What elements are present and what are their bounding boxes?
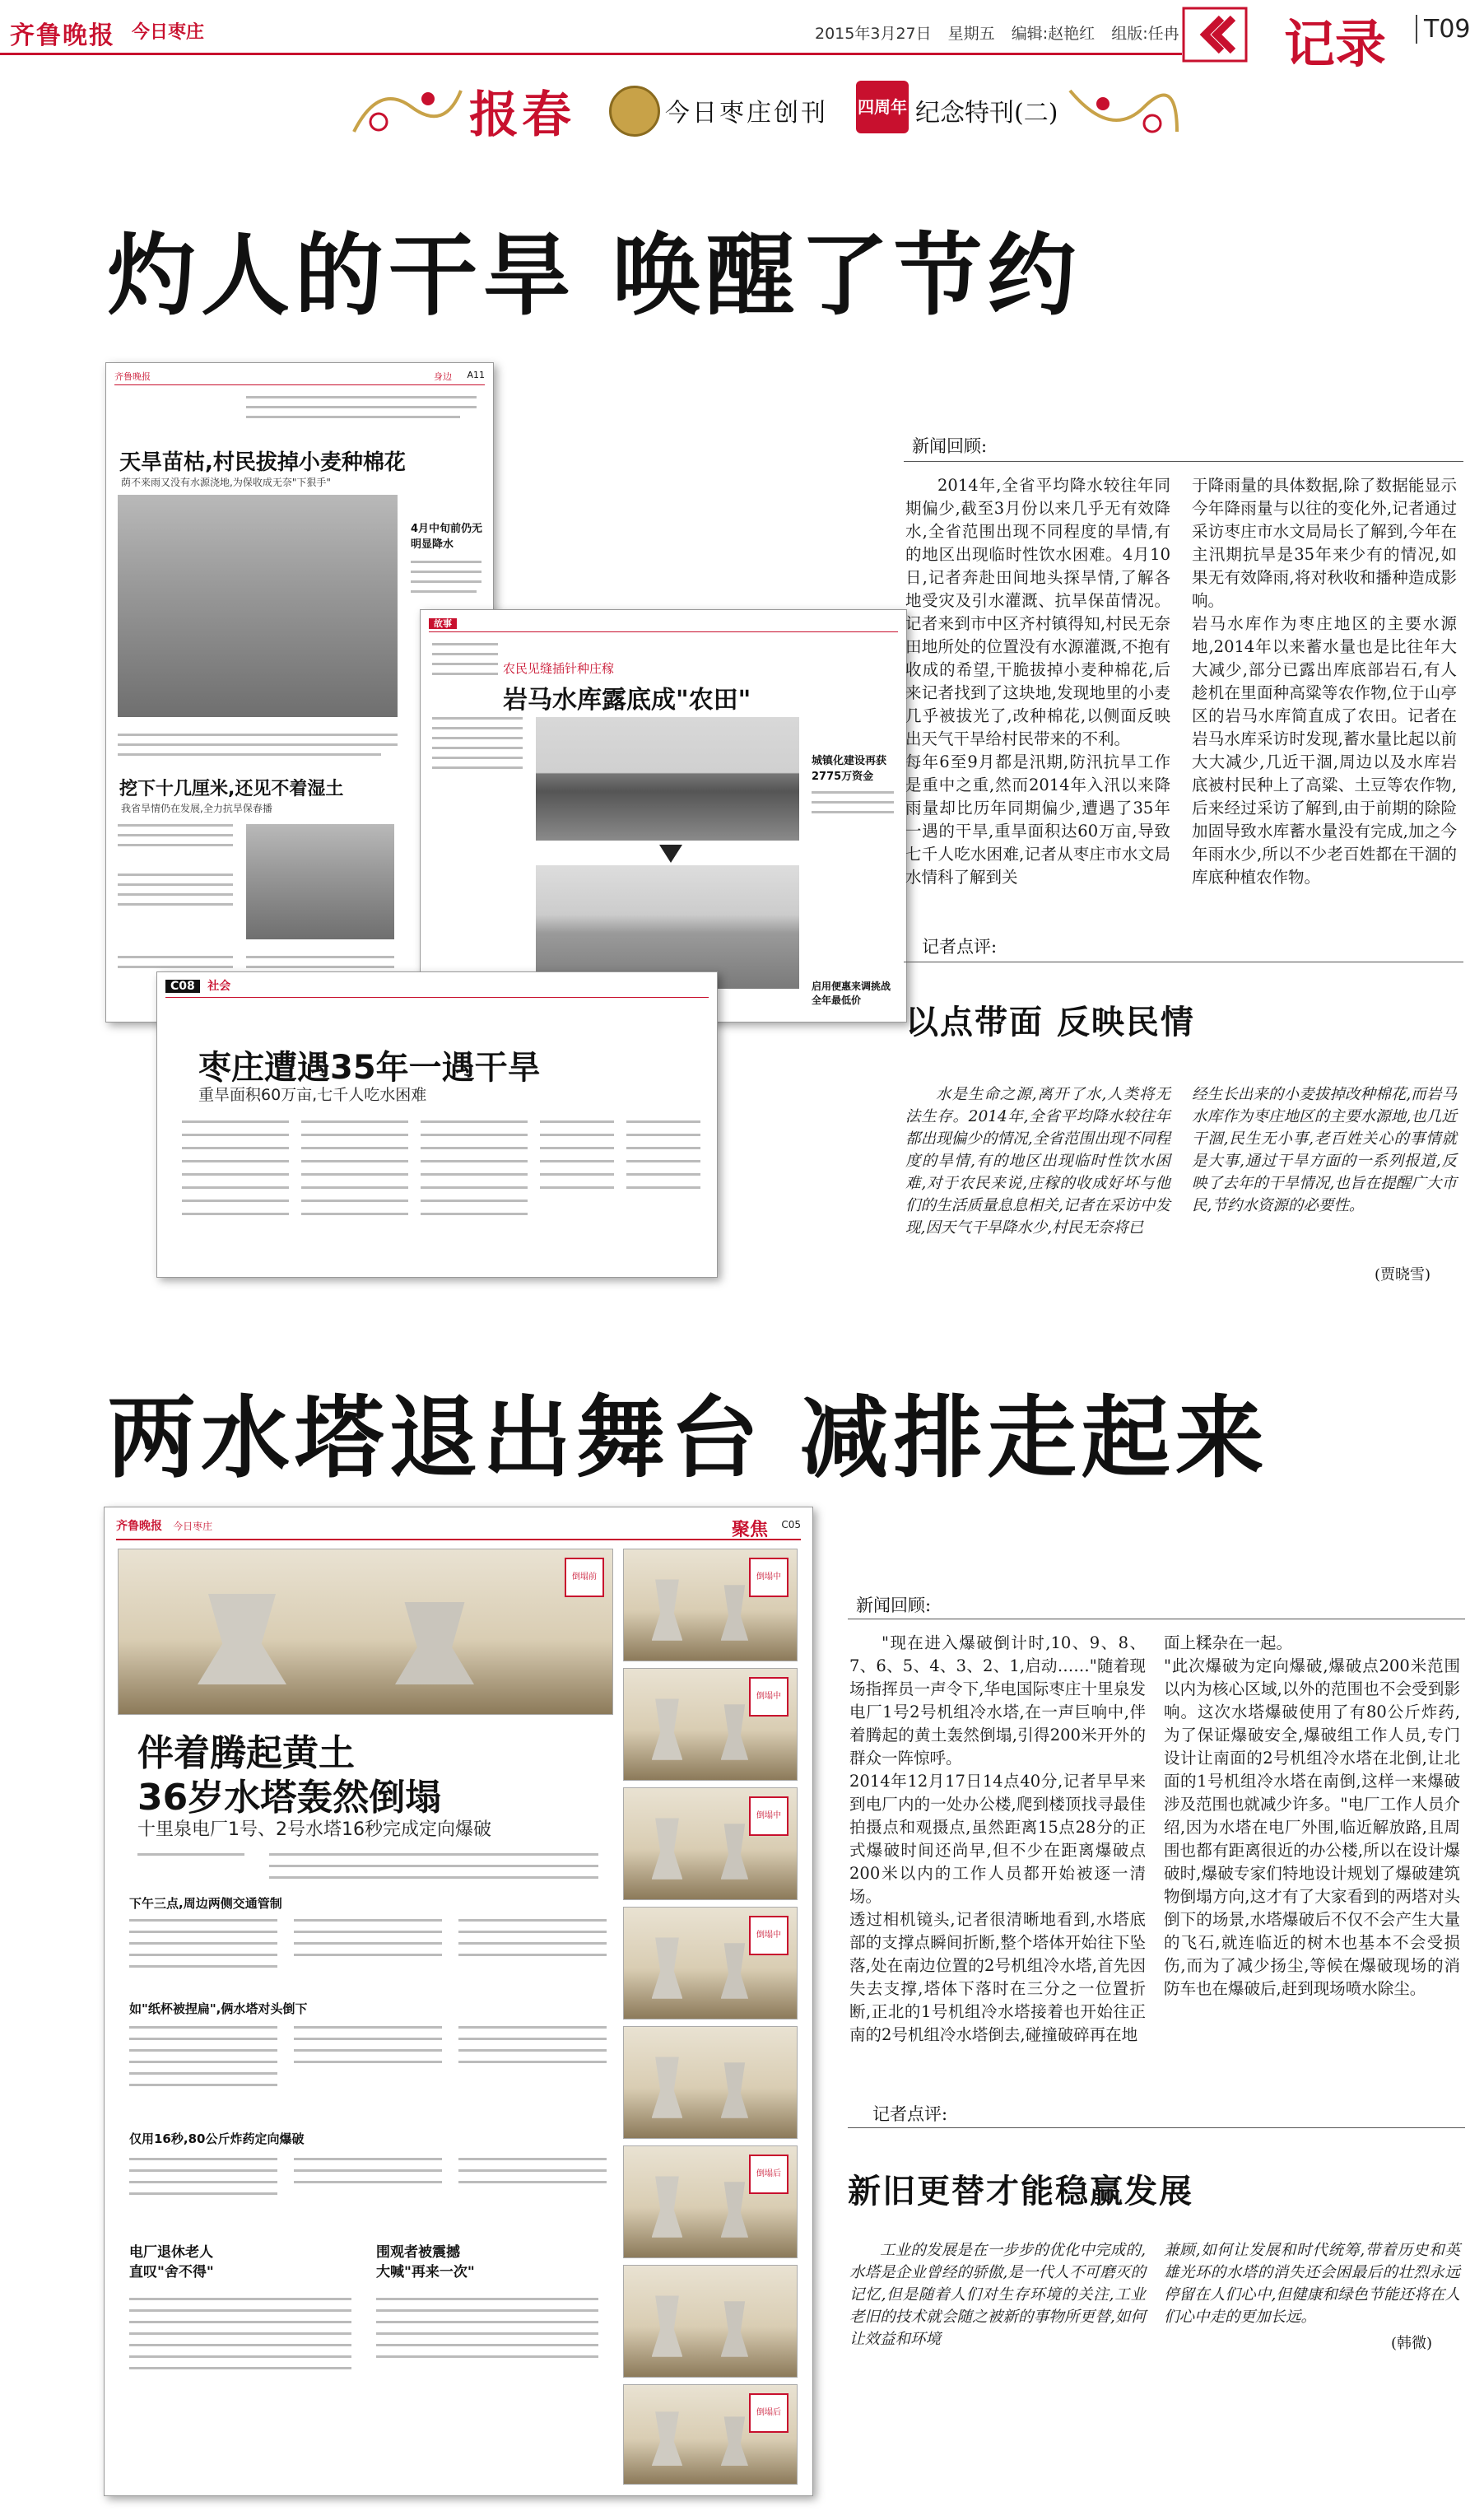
clip-section: 故事 bbox=[429, 618, 457, 629]
clip-side1: 城镇化建设再获2775万资金 bbox=[812, 755, 887, 783]
header-rule bbox=[0, 53, 1185, 55]
flourish-right-icon bbox=[1062, 74, 1185, 148]
clip-header bbox=[116, 1517, 801, 1540]
clip-section-head: 围观者被震撼 bbox=[376, 2244, 460, 2261]
story2-comment-rule bbox=[848, 2127, 1465, 2128]
photo-towers-seq bbox=[623, 1668, 798, 1781]
editor-credit: 编辑:赵艳红 bbox=[1011, 25, 1096, 43]
story1-review-col2: 于降雨量的具体数据,除了数据能显示今年降雨量与以往的变化外,记者通过采访枣庄市水文局局长了解到,今年在主汛期抗旱是35年来少有的情况,如果无有效降雨,将对秋收和播种造成影响。 岩马水库作为枣庄地区的主要水源地,2014年以来蓄水量也是比往年大大减少,部分已露出库底部岩石,有人趁机在里面种高粱等农作物,位于山亭区的岩马水库简直成了农田。记者在岩马水库采访时发现,蓄水量比起以前大大减少,几近干涸,周边以及水库岩底被村民种上了高粱、土豆等农作物,后来经过采访了解到,由于前期的除险加固导致水库蓄水量没有完成,加之今年雨水少,所以不少老百姓都在干涸的库底种植农作物。 bbox=[1192, 476, 1457, 887]
story2-comment-author: (韩微) bbox=[1391, 2335, 1433, 2352]
clip-paper: 齐鲁晚报 bbox=[114, 371, 151, 382]
story1-headline: 灼人的干旱 唤醒了节约 bbox=[107, 225, 1082, 328]
photo-stamp: 倒塌前 bbox=[565, 1558, 604, 1597]
photo-towers-seq bbox=[623, 1549, 798, 1661]
story1-review-col1: 2014年,全省平均降水较往年同期偏少,截至3月份以来几乎无有效降水,全省范围出现不同程度的旱情,有的地区出现临时性饮水困难。4月10日,记者奔赴田间地头探旱情,了解各地受灾及引水灌溉、抗旱保苗情况。记者来到市中区齐村镇得知,村民无奈田地所处的位置没有水源灌溉,不抱有收成的希望,干脆拔掉小麦种棉花,后来记者找到了这块地,发现地里的小麦几乎被拔光了,改种棉花,以侧面反映出天气干旱给村民带来的不利。 每年6至9月都是汛期,防汛抗旱工作是重中之重,然而2014年入汛以来降雨量却比历年同期偏少,遭遇了35年一遇的干旱,重旱面积达60万亩,导致七千人吃水困难,记者从枣庄市水文局水情科了解到关 bbox=[905, 476, 1170, 887]
photo-farmer bbox=[246, 824, 394, 939]
story1-comment-head: 以点带面 反映民情 bbox=[905, 1004, 1195, 1041]
flourish-left-icon bbox=[346, 74, 469, 148]
photo-towers-seq bbox=[623, 2026, 798, 2139]
story1-comment-col1: 水是生命之源,离开了水,人类将无法生存。2014年,全省平均降水较往年都出现偏少的情况,全省范围出现不同程度的旱情,有的地区出现临时性饮水困难,对于农民来说,庄稼的收成好坏与他们的生活质量息息相关,记者在采访中发现,因天气干旱降水少,村民无奈将已 bbox=[905, 1086, 1170, 1237]
clipping-water-towers bbox=[104, 1507, 813, 2496]
chevron-left-icon bbox=[1182, 7, 1248, 63]
photo-dry-field bbox=[118, 495, 398, 717]
clip-section-head: 如"纸杯被捏扁",俩水塔对头倒下 bbox=[129, 2001, 308, 2016]
clip-title-line2: 36岁水塔轰然倒塌 bbox=[137, 1777, 442, 1819]
clip-subtitle: 十里泉电厂1号、2号水塔16秒完成定向爆破 bbox=[137, 1819, 491, 1840]
story2-headline: 两水塔退出舞台 减排走起来 bbox=[107, 1387, 1269, 1490]
photo-reservoir-before bbox=[536, 717, 799, 841]
photo-towers-before bbox=[118, 1549, 613, 1715]
issue-weekday: 星期五 bbox=[947, 25, 995, 43]
story1-review-label: 新闻回顾: bbox=[912, 436, 988, 456]
clip-sub2: 我省旱情仍在发展,全力抗旱保春播 bbox=[121, 803, 272, 814]
clip-section: 身边 bbox=[434, 371, 452, 382]
clip-header bbox=[114, 370, 485, 385]
clip-section-head: 下午三点,周边两侧交通管制 bbox=[129, 1896, 282, 1911]
clip-section: 社会 bbox=[207, 980, 231, 993]
medal-icon bbox=[609, 86, 660, 137]
clip-subtitle: 重旱面积60万亩,七千人吃水困难 bbox=[198, 1086, 427, 1104]
clip-section-head: 电厂退休老人 bbox=[129, 2244, 213, 2261]
clipping-reservoir bbox=[420, 609, 907, 1023]
story2-comment-label: 记者点评: bbox=[872, 2104, 948, 2124]
clip-title: 天旱苗枯,村民拔掉小麦种棉花 bbox=[119, 450, 406, 475]
section-name: 记录 bbox=[1284, 14, 1387, 74]
photo-towers-seq bbox=[623, 2145, 798, 2258]
clip-header bbox=[429, 617, 898, 632]
story2-review-label: 新闻回顾: bbox=[856, 1596, 932, 1615]
clip-title-line1: 伴着腾起黄土 bbox=[137, 1732, 355, 1774]
anniversary-badge: 四周年 bbox=[856, 81, 909, 133]
clip-section-head: 大喊"再来一次" bbox=[376, 2264, 475, 2280]
photo-towers-seq bbox=[623, 2265, 798, 2378]
clip-section: 聚焦 bbox=[731, 1520, 768, 1540]
photo-stamp: 倒塌中 bbox=[749, 1916, 789, 1955]
clip-header bbox=[165, 977, 709, 998]
story1-review-rule bbox=[904, 461, 1463, 462]
banner-title: 报春 bbox=[469, 86, 575, 144]
clip-head2: 挖下十几厘米,还见不着湿土 bbox=[119, 779, 344, 799]
layout-credit: 组版:任冉 bbox=[1111, 25, 1179, 43]
photo-stamp: 倒塌后 bbox=[749, 2393, 789, 2433]
banner-text-after: 纪念特刊(二) bbox=[915, 99, 1058, 128]
story2-comment-col2: 兼顾,如何让发展和时代统筹,带着历史和英雄光环的水塔的消失还会困最后的壮烈永远停留在人们心中,但健康和绿色节能还将在人们心中走的更加长远。 bbox=[1164, 2242, 1460, 2326]
story2-review-col1: "现在进入爆破倒计时,10、9、8、7、6、5、4、3、2、1,启动……"随着现场指挥员一声令下,华电国际枣庄十里泉发电厂1号2号机组冷水塔,在一声巨响中,伴着腾起的黄土轰然倒塌,引得200米开外的群众一阵惊呼。 2014年12月17日14点40分,记者早早来到电厂内的一处办公楼,爬到楼顶找寻最佳拍摄点和观摄点,虽然距离15点28分的正式爆破时间还尚早,但不少在距离爆破点200米以内的工作人员都开始被逐一清场。 透过相机镜头,记者很清晰地看到,水塔底部的支撑点瞬间折断,整个塔体开始往下坠落,处在南边位置的2号机组冷水塔,首先因失去支撑,塔体下落时在三分之一位置折断,正北的1号机组冷水塔接着也开始往正南的2号机组冷水塔倒去,碰撞破碎再在地 bbox=[849, 1633, 1146, 2044]
photo-towers-seq bbox=[623, 2384, 798, 2485]
clipping-drought-35yr bbox=[156, 971, 718, 1278]
photo-stamp: 倒塌后 bbox=[749, 2155, 789, 2194]
photo-towers-seq bbox=[623, 1907, 798, 2020]
clip-title: 岩马水库露底成"农田" bbox=[503, 686, 751, 715]
story1-comment-label: 记者点评: bbox=[922, 937, 998, 957]
page-number: T09 bbox=[1416, 15, 1471, 44]
story2-review-col2: 面上糅杂在一起。 "此次爆破为定向爆破,爆破点200米范围以内为核心区域,以外的范围也不会受到影响。这次水塔爆破使用了有80公斤炸药,为了保证爆破安全,爆破组工作人员,专门设计让南面的2号机组冷水塔在北倒,让北面的1号机组冷水塔在南倒,这样一来爆破涉及范围也就减少许多。"电厂工作人员介绍,因为水塔在电厂外围,临近解放路,且周围也都有距离很近的办公楼,所以在设计爆破时,爆破专家们特地设计规划了爆破建筑物倒塌方向,这才有了大家看到的两塔对头倒下的场景,水塔爆破后不仅不会产生大量的飞石,就连临近的树木也基本不会受损伤,而为了减少扬尘,等候在爆破现场的消防车也在爆破后,赶到现场喷水除尘。 bbox=[1164, 1633, 1460, 1998]
edition-name: 今日枣庄 bbox=[132, 22, 205, 43]
photo-stamp: 倒塌中 bbox=[749, 1677, 789, 1717]
photo-reservoir-after bbox=[536, 865, 799, 989]
clip-paper: 齐鲁晚报 bbox=[116, 1520, 162, 1533]
clip-section-code: C08 bbox=[165, 980, 200, 993]
story2-comment-col1: 工业的发展是在一步步的优化中完成的,水塔是企业曾经的骄傲,是一代人不可磨灭的记忆,但是随着人们对生存环境的关注,工业老旧的技术就会随之被新的事物所更替,如何让效益和环境 bbox=[849, 2242, 1146, 2348]
photo-stamp: 倒塌中 bbox=[749, 1796, 789, 1836]
banner-text: 今日枣庄创刊 bbox=[665, 99, 828, 128]
story1-comment-col2: 经生长出来的小麦拔掉改种棉花,而岩马水库作为枣庄地区的主要水源地,也几近干涸,民生无小事,老百姓关心的事情就是大事,通过干旱方面的一系列报道,反映了去年的干旱情况,也旨在提醒广大市民,节约水资源的必要性。 bbox=[1192, 1086, 1457, 1214]
clip-side2: 启用便惠来调挑战全年最低价 bbox=[812, 981, 891, 1006]
photo-towers-seq bbox=[623, 1787, 798, 1900]
story1-comment-author: (贾晓雪) bbox=[1375, 1266, 1431, 1283]
clip-page: A11 bbox=[467, 370, 485, 380]
clip-side-head: 4月中旬前仍无明显降水 bbox=[411, 523, 483, 551]
clip-section-head: 仅用16秒,80公斤炸药定向爆破 bbox=[129, 2131, 305, 2146]
clip-title: 枣庄遭遇35年一遇干旱 bbox=[198, 1049, 541, 1087]
clip-subtitle: 荫不来雨又没有水源浇地,为保收成无奈"下狠手" bbox=[121, 477, 331, 488]
date-line bbox=[815, 21, 1191, 44]
clip-edition: 今日枣庄 bbox=[173, 1521, 213, 1532]
arrow-down-icon bbox=[659, 845, 682, 863]
photo-stamp: 倒塌中 bbox=[749, 1558, 789, 1597]
issue-date: 2015年3月27日 bbox=[815, 25, 932, 43]
clip-page: C05 bbox=[781, 1519, 801, 1530]
masthead-logo: 齐鲁晚报 bbox=[10, 21, 115, 50]
clip-kicker: 农民见缝插针种庄稼 bbox=[503, 661, 615, 676]
clip-section-head: 直叹"舍不得" bbox=[129, 2264, 214, 2280]
story2-comment-head: 新旧更替才能稳赢发展 bbox=[848, 2173, 1193, 2211]
